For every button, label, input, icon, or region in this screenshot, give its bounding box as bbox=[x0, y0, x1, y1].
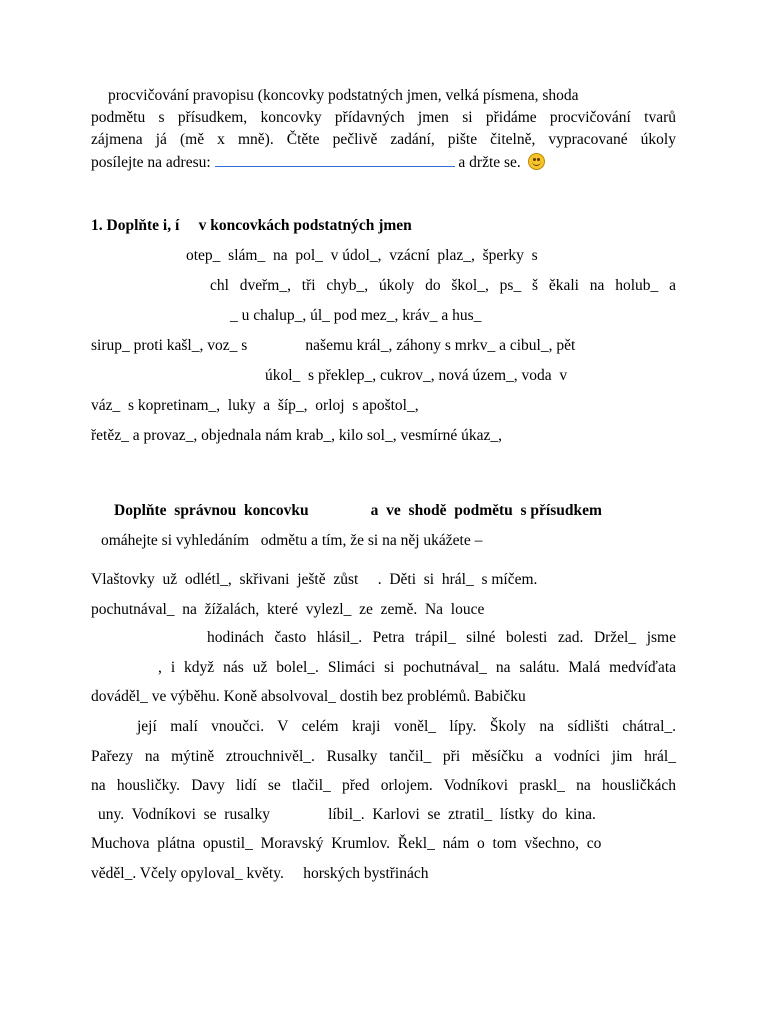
intro-line-4-text: posílejte na adresu: bbox=[91, 154, 211, 171]
task2-subheading: omáhejte si vyhledáním odmětu a tím, že si na něj ukážete – bbox=[101, 532, 483, 549]
smiling-face-icon bbox=[528, 153, 545, 170]
intro-line-4-end: a držte se. bbox=[458, 154, 521, 171]
task2-line-2: pochutnával_ na žížalách, které vylezl_ ze země. Na louce bbox=[91, 601, 485, 618]
task2-line-6: její malí vnoučci. V celém kraji voněl_ lípy. Školy na sídlišti chátral_. bbox=[137, 718, 676, 735]
task2-line-10: Muchova plátna opustil_ Moravský Krumlov. Řekl_ nám o tom všechno, co bbox=[91, 835, 602, 852]
task2-line-9: uny. Vodníkovi se rusalky líbil_. Karlovi se ztratil_ lístky do kina. bbox=[98, 806, 596, 823]
task1-line-1: otep_ slám_ na pol_ v údol_, vzácní plaz_, šperky s bbox=[186, 247, 538, 264]
task2-line-8: na housličky. Davy lidí se tlačil_ před orlojem. Vodníkovi praskl_ na housličkách bbox=[91, 777, 676, 794]
task1-heading: 1. Doplňte i, í v koncovkách podstatných jmen bbox=[91, 217, 412, 234]
task1-line-6: váz_ s kopretinam_, luky a šíp_, orloj s apoštol_, bbox=[91, 397, 419, 414]
task2-line-11: věděl_. Včely opyloval_ květy. horských bystřinách bbox=[91, 865, 429, 882]
task1-line-2: chl dveřm_, tři chyb_, úkoly do škol_, ps_ š ěkali na holub_ a bbox=[210, 277, 676, 294]
intro-line-4 bbox=[91, 152, 676, 173]
intro-line-3: zájmena já (mě x mně). Čtěte pečlivě zadání, pište čitelně, vypracované úkoly bbox=[91, 131, 676, 148]
task1-line-4: sirup_ proti kašl_, voz_ s našemu král_, záhony s mrkv_ a cibul_, pět bbox=[91, 337, 576, 354]
task1-line-5: úkol_ s překlep_, cukrov_, nová územ_, voda v bbox=[265, 367, 568, 384]
intro-line-2: podmětu s přísudkem, koncovky přídavných jmen si přidáme procvičování tvarů bbox=[91, 109, 676, 126]
task2-line-4: , i když nás už bolel_. Slimáci si pochutnával_ na salátu. Malá medvíďata bbox=[158, 659, 676, 676]
task1-line-7: řetěz_ a provaz_, objednala nám krab_, kilo sol_, vesmírné úkaz_, bbox=[91, 427, 503, 444]
task2-line-5: dováděl_ ve výběhu. Koně absolvoval_ dostih bez problémů. Babičku bbox=[91, 688, 526, 705]
task2-heading: Doplňte správnou koncovku a ve shodě podmětu s přísudkem bbox=[114, 502, 602, 519]
intro-line-1: procvičování pravopisu (koncovky podstatných jmen, velká písmena, shoda bbox=[108, 87, 579, 104]
task2-line-3: hodinách často hlásil_. Petra trápil_ silné bolesti zad. Držel_ jsme bbox=[207, 629, 676, 646]
task2-line-7: Pařezy na mýtině ztrouchnivěl_. Rusalky tančil_ při měsíčku a vodníci jim hrál_ bbox=[91, 748, 676, 765]
task1-line-3: _ u chalup_, úl_ pod mez_, kráv_ a hus_ bbox=[230, 307, 482, 324]
task2-line-1: Vlaštovky už odlétl_, skřivani ještě zůst . Děti si hrál_ s míčem. bbox=[91, 571, 538, 588]
email-address-blank bbox=[215, 152, 455, 167]
